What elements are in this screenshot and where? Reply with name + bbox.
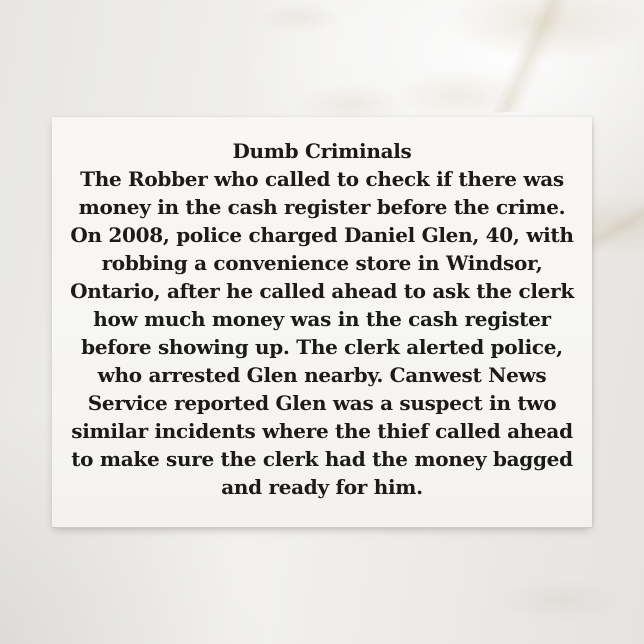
- postcard-text-line: and ready for him.: [221, 475, 423, 499]
- postcard-text-line: Service reported Glen was a suspect in two: [87, 391, 557, 415]
- postcard-text-line: Ontario, after he called ahead to ask the clerk: [70, 279, 574, 303]
- postcard-text-line: robbing a convenience store in Windsor,: [101, 251, 543, 275]
- postcard-text-line: before showing up. The clerk alerted police,: [81, 335, 563, 359]
- postcard-text-line: to make sure the clerk had the money bagged: [71, 447, 573, 471]
- postcard-text-line: The Robber who called to check if there was: [80, 167, 564, 191]
- postcard-text: [52, 137, 592, 501]
- postcard-text-line: similar incidents where the thief called ahead: [71, 419, 573, 443]
- postcard-text-line: On 2008, police charged Daniel Glen, 40, with: [70, 223, 574, 247]
- postcard: [52, 117, 592, 527]
- postcard-text-line: money in the cash register before the crime.: [78, 195, 566, 219]
- postcard-title: Dumb Criminals: [232, 139, 412, 163]
- marble-vein: [416, 0, 644, 118]
- postcard-text-line: who arrested Glen nearby. Canwest News: [97, 363, 547, 387]
- postcard-text-line: how much money was in the cash register: [93, 307, 551, 331]
